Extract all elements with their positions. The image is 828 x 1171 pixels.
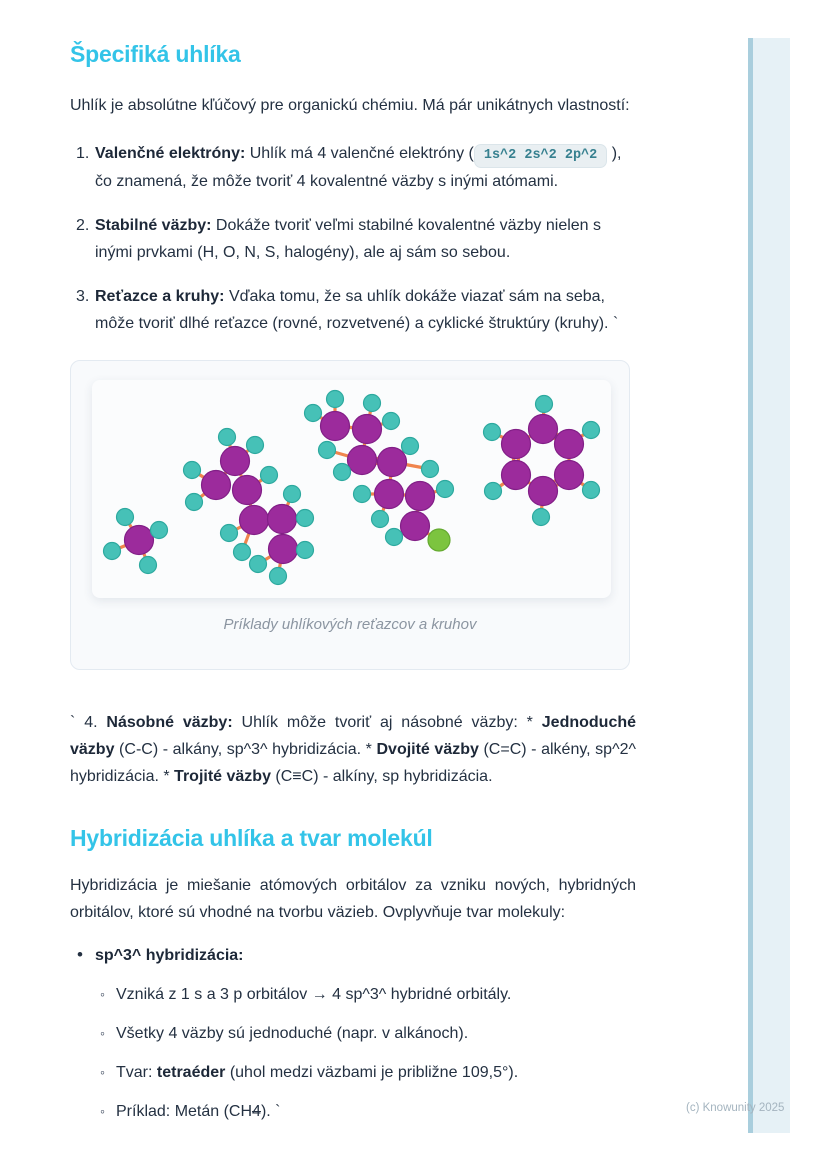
atom-hydrogen bbox=[297, 542, 314, 559]
document-body bbox=[70, 0, 636, 1125]
sub-item-text: (uhol medzi väzbami je približne 109,5°). bbox=[225, 1064, 519, 1081]
atom-hydrogen bbox=[319, 442, 336, 459]
list-item bbox=[70, 283, 636, 337]
atom-hydrogen bbox=[334, 464, 351, 481]
sub-list-item bbox=[70, 1059, 636, 1086]
atom-carbon bbox=[555, 430, 584, 459]
circle-bullet-icon: ◦ bbox=[100, 1025, 105, 1041]
sub-list-item bbox=[70, 981, 636, 1008]
atom-carbon bbox=[529, 477, 558, 506]
atom-carbon bbox=[202, 471, 231, 500]
paragraph-bold: Násobné väzby: bbox=[106, 714, 233, 731]
atom-hydrogen bbox=[533, 509, 550, 526]
atom-hydrogen bbox=[247, 437, 264, 454]
section-heading-hybridizacia: Hybridizácia uhlíka a tvar molekúl bbox=[70, 825, 433, 851]
list-item-text: Vďaka tomu, že sa uhlík dokáže viazať sám na seba, môže tvoriť dlhé reťazce (rovné, rozvetvené) a cyklické štruktúry (kruhy). ` bbox=[95, 288, 619, 332]
atom-hydrogen bbox=[151, 522, 168, 539]
atom-carbon bbox=[401, 512, 430, 541]
section-heading-specifika-uhlika: Špecifiká uhlíka bbox=[70, 41, 241, 67]
atom-hydrogen bbox=[284, 486, 301, 503]
paragraph-bold: Trojité väzby bbox=[174, 768, 271, 785]
numbered-list bbox=[70, 140, 636, 337]
atom-hydrogen bbox=[583, 482, 600, 499]
sub-list-item bbox=[70, 1098, 636, 1125]
atom-hydrogen bbox=[386, 529, 403, 546]
atom-hydrogen bbox=[104, 543, 121, 560]
circle-bullet-icon: ◦ bbox=[100, 1064, 105, 1080]
atom-carbon bbox=[502, 461, 531, 490]
bullet-icon: • bbox=[77, 945, 83, 964]
atom-hydrogen bbox=[297, 510, 314, 527]
sub-item-bold: tetraéder bbox=[156, 1064, 226, 1081]
atom-carbon bbox=[353, 415, 382, 444]
sub-item-text: Všetky 4 väzby sú jednoduché (napr. v alkánoch). bbox=[116, 1025, 469, 1042]
atom-carbon bbox=[269, 535, 298, 564]
atom-hydrogen bbox=[354, 486, 371, 503]
atom-hydrogen bbox=[327, 391, 344, 408]
sub-item-text: Vzniká z 1 s a 3 p orbitálov → 4 sp^3^ hybridné orbitály. bbox=[116, 986, 512, 1003]
atom-hydrogen bbox=[536, 396, 553, 413]
atom-carbon bbox=[221, 447, 250, 476]
sub-item-text: Príklad: Metán (CH bbox=[116, 1103, 253, 1120]
atom-carbon bbox=[240, 506, 269, 535]
figure-card bbox=[70, 360, 630, 670]
circle-bullet-icon: ◦ bbox=[100, 1103, 105, 1119]
atom-carbon bbox=[378, 448, 407, 477]
page-edge-highlight-bar bbox=[748, 38, 790, 1133]
atom-halogen bbox=[428, 529, 450, 551]
paragraph-bold: Dvojité väzby bbox=[376, 741, 479, 758]
atom-hydrogen bbox=[372, 511, 389, 528]
list-item-text: ), čo znamená, že môže tvoriť 4 kovalentné väzby s inými atómami. bbox=[95, 145, 622, 190]
sub-item-text: Tvar: bbox=[116, 1064, 157, 1081]
atom-hydrogen bbox=[117, 509, 134, 526]
atom-carbon bbox=[125, 526, 154, 555]
atom-carbon bbox=[321, 412, 350, 441]
atom-carbon bbox=[348, 446, 377, 475]
paragraph-nasobne-vazby bbox=[70, 709, 636, 790]
atom-hydrogen bbox=[383, 413, 400, 430]
paragraph-text: (C≡C) - alkíny, sp hybridizácia. bbox=[270, 768, 493, 785]
list-item bbox=[70, 140, 636, 195]
atom-hydrogen bbox=[583, 422, 600, 439]
atom-carbon bbox=[233, 476, 262, 505]
list-item-lead: sp^3^ hybridizácia: bbox=[95, 947, 244, 964]
atom-carbon bbox=[529, 415, 558, 444]
list-item-lead: Reťazce a kruhy: bbox=[95, 288, 225, 305]
list-item-lead: Valenčné elektróny: bbox=[95, 145, 246, 162]
atom-hydrogen bbox=[270, 568, 287, 585]
sub-item-text: ). ` bbox=[260, 1103, 281, 1120]
bullet-list bbox=[70, 942, 636, 1125]
atom-hydrogen bbox=[402, 438, 419, 455]
atom-hydrogen bbox=[485, 483, 502, 500]
list-item bbox=[70, 942, 636, 969]
atom-carbon bbox=[375, 480, 404, 509]
strikethrough-text: 4 bbox=[252, 1103, 261, 1120]
atom-carbon bbox=[555, 461, 584, 490]
atom-hydrogen bbox=[234, 544, 251, 561]
atom-hydrogen bbox=[437, 481, 454, 498]
paragraph-text: (C=C) - alkény, sp^2^ hybridizácia. * bbox=[70, 741, 636, 785]
atom-hydrogen bbox=[484, 424, 501, 441]
list-number: 3. bbox=[76, 288, 90, 305]
paragraph-bold: Jednoduché väzby bbox=[70, 714, 637, 758]
atom-hydrogen bbox=[184, 462, 201, 479]
atom-carbon bbox=[268, 505, 297, 534]
list-number: 1. bbox=[76, 145, 90, 162]
page-edge-highlight-line bbox=[748, 38, 753, 1133]
list-item-text: Uhlík má 4 valenčné elektróny ( bbox=[245, 145, 474, 162]
atom-hydrogen bbox=[186, 494, 203, 511]
list-item-lead: Stabilné väzby: bbox=[95, 217, 212, 234]
figure-caption: Príklady uhlíkových reťazcov a kruhov bbox=[223, 616, 477, 633]
intro-paragraph: Uhlík je absolútne kľúčový pre organickú chémiu. Má pár unikátnych vlastností: bbox=[70, 97, 630, 114]
paragraph-text: (C-C) - alkány, sp^3^ hybridizácia. * bbox=[114, 741, 377, 758]
molecule-illustration-panel bbox=[92, 380, 611, 598]
list-item-text: Dokáže tvoriť veľmi stabilné kovalentné väzby nielen s inými prvkami (H, O, N, S, halogény), ale aj sám so sebou. bbox=[95, 217, 602, 261]
paragraph-hybridizacia: Hybridizácia je miešanie atómových orbitálov za vzniku nových, hybridných orbitálov, ktoré sú vhodné na tvorbu väzieb. Ovplyvňuje tvar molekuly: bbox=[70, 877, 636, 921]
atom-hydrogen bbox=[364, 395, 381, 412]
atom-hydrogen bbox=[250, 556, 267, 573]
atom-hydrogen bbox=[422, 461, 439, 478]
atom-carbon bbox=[406, 482, 435, 511]
atom-carbon bbox=[502, 430, 531, 459]
copyright-footer: (c) Knowunity 2025 bbox=[686, 1102, 785, 1114]
paragraph-text: Uhlík môže tvoriť aj násobné väzby: * bbox=[232, 714, 542, 731]
list-item bbox=[70, 212, 636, 266]
atom-hydrogen bbox=[219, 429, 236, 446]
inline-code-electron-configuration: 1s^2 2s^2 2p^2 bbox=[474, 144, 607, 168]
atom-hydrogen bbox=[305, 405, 322, 422]
atom-hydrogen bbox=[261, 467, 278, 484]
paragraph-text: ` 4. bbox=[70, 714, 107, 731]
atom-hydrogen bbox=[140, 557, 157, 574]
sub-list-item bbox=[70, 1020, 636, 1047]
list-number: 2. bbox=[76, 217, 90, 234]
atom-hydrogen bbox=[221, 525, 238, 542]
circle-bullet-icon: ◦ bbox=[100, 986, 105, 1002]
molecule-svg bbox=[92, 380, 611, 598]
